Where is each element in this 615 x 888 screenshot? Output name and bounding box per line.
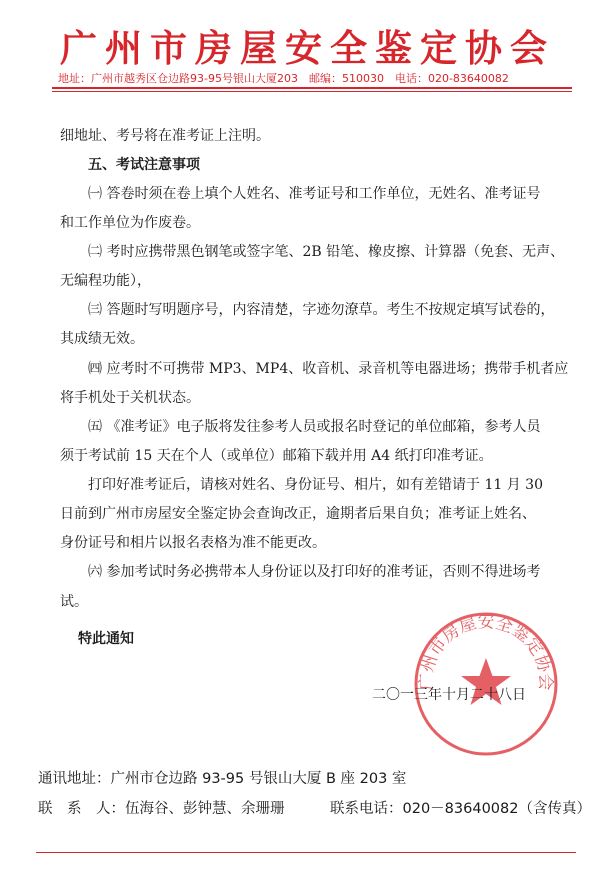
footer-phone: 联系电话：020－83640082（含传真）: [330, 801, 591, 817]
notice-item-5-cont: 须于考试前 15 天在个人（或单位）邮箱下载并用 A4 纸打印准考证。: [60, 448, 493, 464]
footer-contacts: 联 系 人：伍海谷、彭钟慧、余珊珊: [38, 801, 285, 817]
org-letterhead-title: 广州市房屋安全鉴定协会: [60, 26, 555, 70]
notice-item-3-cont: 其成绩无效。: [60, 331, 144, 347]
notice-item-2: ㈡ 考时应携带黑色钢笔或签字笔、2B 铅笔、橡皮擦、计算器（免套、无声、: [88, 244, 565, 260]
notice-item-1: ㈠ 答卷时须在卷上填个人姓名、准考证号和工作单位，无姓名、准考证号: [88, 186, 541, 202]
notice-note-cont: 身份证号和相片以报名表格为准不能更改。: [60, 535, 326, 551]
notice-item-6-cont: 试。: [60, 594, 88, 610]
letterhead-rule: [52, 87, 572, 89]
section-heading: 五、考试注意事项: [88, 157, 200, 173]
signature-date: 二〇一三年十月二十八日: [372, 687, 526, 703]
notice-item-1-cont: 和工作单位为作废卷。: [60, 215, 200, 231]
footer-address: 通讯地址：广州市仓边路 93-95 号银山大厦 B 座 203 室: [38, 771, 407, 787]
letterhead-contact-line: 地址：广州市越秀区仓边路93-95号银山大厦203 邮编：510030 电话：020-83640082: [58, 72, 509, 85]
notice-item-2-cont: 无编程功能），: [60, 273, 151, 289]
letterhead-rule-thin: [52, 91, 572, 92]
body-text-line: 细地址、考号将在准考证上注明。: [60, 128, 270, 144]
notice-item-4: ㈣ 应考时不可携带 MP3、MP4、收音机、录音机等电器进场；携带手机者应: [88, 361, 569, 377]
notice-note-cont: 日前到广州市房屋安全鉴定协会查询改正，逾期者后果自负；准考证上姓名、: [60, 506, 536, 522]
notice-item-4-cont: 将手机处于关机状态。: [60, 390, 200, 406]
notice-note: 打印好准考证后，请核对姓名、身份证号、相片，如有差错请于 11 月 30: [88, 477, 543, 493]
notice-item-3: ㈢ 答题时写明题序号，内容清楚，字迹勿潦草。考生不按规定填写试卷的，: [88, 302, 555, 318]
notice-item-5: ㈤ 《准考证》电子版将发往参考人员或报名时登记的单位邮箱，参考人员: [88, 419, 541, 435]
closing-text: 特此通知: [78, 631, 134, 647]
footer-rule: [36, 852, 576, 853]
notice-item-6: ㈥ 参加考试时务必携带本人身份证以及打印好的准考证，否则不得进场考: [88, 564, 541, 580]
seal-ring-text: 广州市房屋安全鉴定协会: [416, 612, 556, 691]
